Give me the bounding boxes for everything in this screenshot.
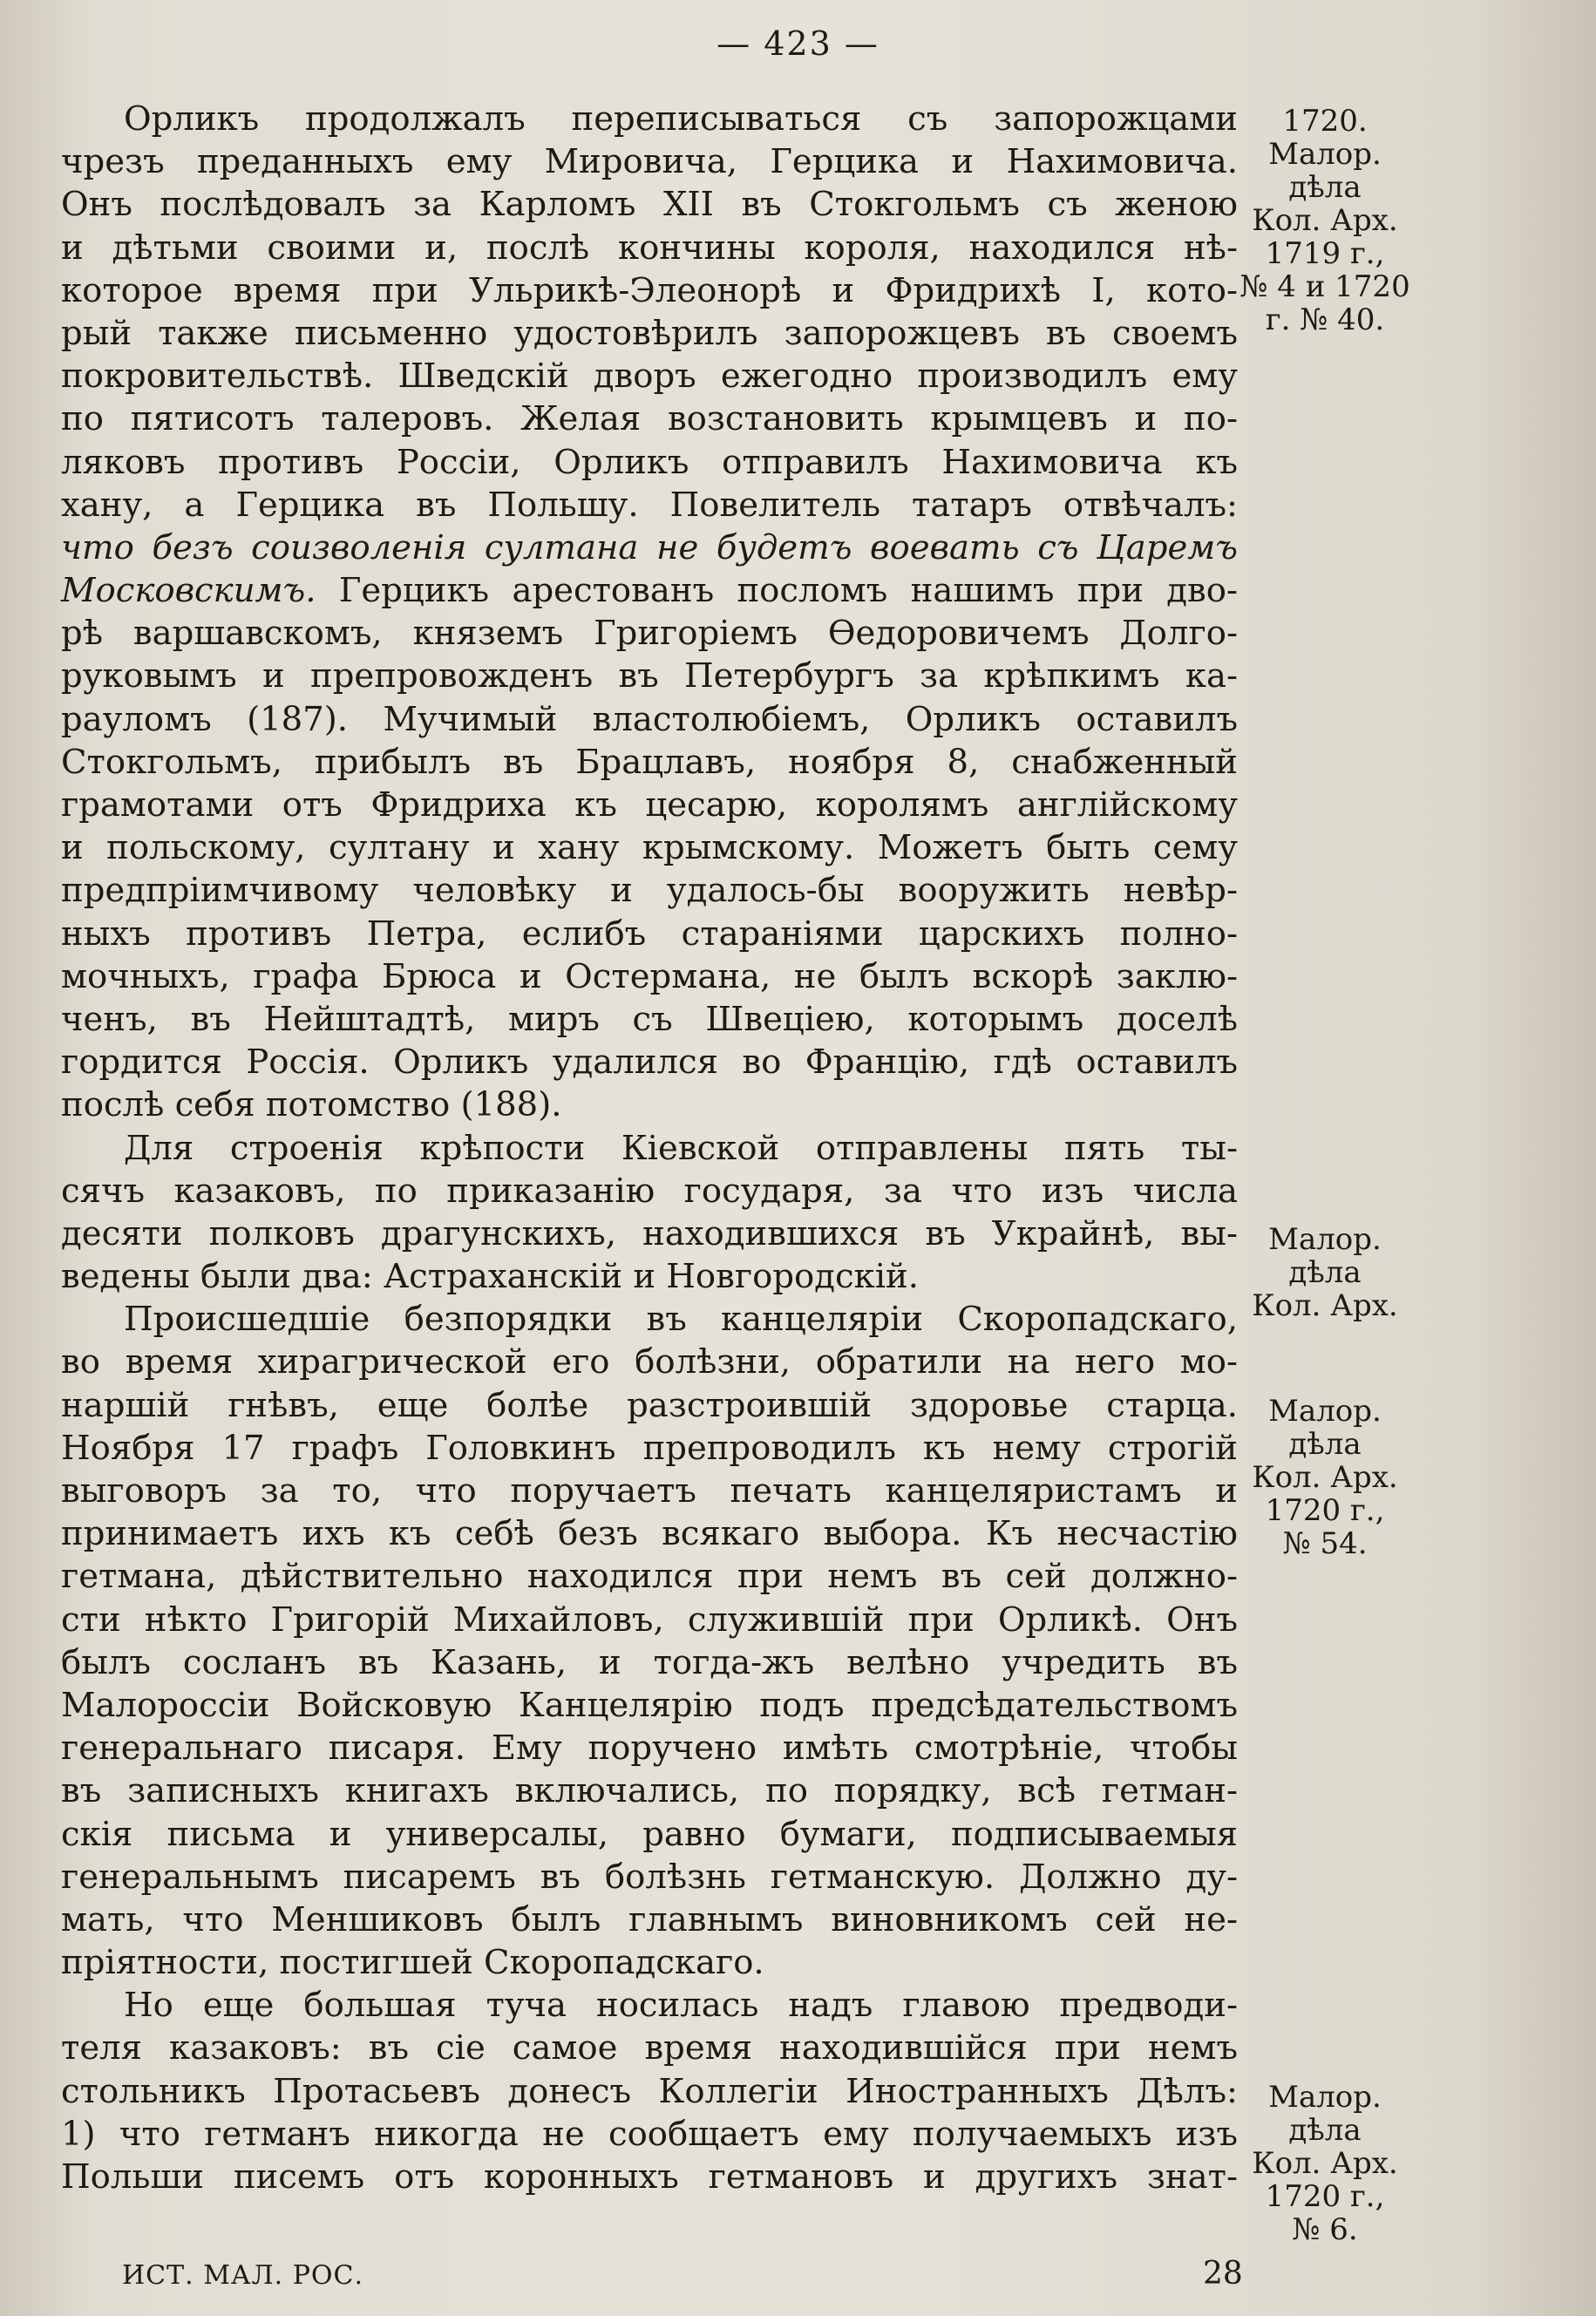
text-line: рауломъ (187). Мучимый властолюбіемъ, Орликъ оставилъ xyxy=(61,699,1238,739)
paragraph xyxy=(61,1984,1238,2198)
paragraph xyxy=(61,98,1238,1127)
text-line: и польскому, султану и хану крымскому. Можетъ быть сему xyxy=(61,828,1238,868)
main-text-column xyxy=(61,98,1238,2198)
text-line: Онъ послѣдовалъ за Карломъ XII въ Стокгольмъ съ женою xyxy=(61,185,1238,225)
text-line: генеральнаго писаря. Ему поручено имѣть смотрѣніе, чтобы xyxy=(61,1729,1238,1769)
text-line: Происшедшіе безпорядки въ канцеляріи Скоропадскаго, xyxy=(124,1300,1238,1340)
margin-note xyxy=(1225,2081,1425,2246)
margin-note-line: Малор. xyxy=(1268,137,1382,172)
text-line: ведены были два: Астраханскій и Новгородскій. xyxy=(61,1257,920,1297)
text-line: скія письма и универсалы, равно бумаги, подписываемыя xyxy=(61,1814,1238,1854)
text-line: мочныхъ, графа Брюса и Остермана, не былъ вскорѣ заклю- xyxy=(61,956,1238,996)
text-fragment: Герцикъ арестованъ посломъ нашимъ при дво- xyxy=(316,571,1238,611)
text-line: Для строенія крѣпости Кіевской отправлены пять ты- xyxy=(124,1128,1238,1168)
text-line: Но еще большая туча носилась надъ главою предводи- xyxy=(124,1986,1238,2026)
margin-note-line: дѣла xyxy=(1288,1255,1362,1291)
text-line: 1) что гетманъ никогда не сообщаетъ ему получаемыхъ изъ xyxy=(61,2114,1238,2154)
paragraph xyxy=(61,1127,1238,1299)
text-line: хану, а Герцика въ Польшу. Повелитель татаръ отвѣчалъ: xyxy=(61,485,1238,525)
margin-note-line: № 6. xyxy=(1292,2212,1358,2248)
text-line: пріятности, постигшей Скоропадскаго. xyxy=(61,1943,764,1983)
text-line: Ноября 17 графъ Головкинъ препроводилъ къ нему строгій xyxy=(61,1428,1238,1468)
text-line: грамотами отъ Фридриха къ цесарю, королямъ англійскому xyxy=(61,785,1238,825)
margin-note-line: г. № 40. xyxy=(1265,302,1385,337)
margin-note xyxy=(1225,1223,1425,1322)
text-line: Орликъ продолжалъ переписываться съ запорожцами xyxy=(124,99,1238,139)
margin-note-line: дѣла xyxy=(1288,1427,1362,1462)
text-line: чрезъ преданныхъ ему Мировича, Герцика и Нахимовича. xyxy=(61,142,1238,182)
text-line: ныхъ противъ Петра, еслибъ стараніями царскихъ полно- xyxy=(61,913,1238,954)
margin-note-line: Кол. Арх. xyxy=(1252,1288,1398,1324)
text-line: которое время при Ульрикѣ-Элеонорѣ и Фридрихѣ I, кото- xyxy=(61,270,1238,310)
page-number: — 423 — xyxy=(717,24,879,63)
text-line: Малороссіи Войсковую Канцелярію подъ предсѣдательствомъ xyxy=(61,1685,1238,1725)
margin-note-line: Кол. Арх. xyxy=(1252,2146,1398,2182)
margin-note-line: 1719 г., xyxy=(1265,236,1385,271)
margin-note-line: № 54. xyxy=(1282,1526,1368,1561)
margin-note xyxy=(1225,1395,1425,1560)
text-line: что безъ соизволенія султана не будетъ воевать съ Царемъ xyxy=(61,527,1238,567)
text-line: былъ сосланъ въ Казань, и тогда-жъ велѣно учредить въ xyxy=(61,1642,1238,1682)
text-line: наршій гнѣвъ, еще болѣе разстроившій здоровье старца. xyxy=(61,1385,1238,1425)
margin-note-line: Кол. Арх. xyxy=(1252,203,1398,238)
text-line: ченъ, въ Нейштадтѣ, миръ съ Швеціею, которымъ доселѣ xyxy=(61,999,1238,1039)
text-line: руковымъ и препровожденъ въ Петербургъ за крѣпкимъ ка- xyxy=(61,656,1238,696)
text-line: ляковъ противъ Россіи, Орликъ отправилъ Нахимовича къ xyxy=(61,442,1238,482)
text-line: въ записныхъ книгахъ включались, по порядку, всѣ гетман- xyxy=(61,1771,1238,1811)
margin-note-line: дѣла xyxy=(1288,2113,1362,2149)
margin-note-line: № 4 и 1720 xyxy=(1239,269,1410,304)
text-line: выговоръ за то, что поручаетъ печать канцеляристамъ и xyxy=(61,1471,1238,1511)
paragraph xyxy=(61,1298,1238,1984)
footer-sheet-number: 28 xyxy=(1203,2256,1243,2292)
text-line: генеральнымъ писаремъ въ болѣзнь гетманскую. Должно ду- xyxy=(61,1857,1238,1897)
text-line: рый также письменно удостовѣрилъ запорожцевъ въ своемъ xyxy=(61,313,1238,353)
text-line: послѣ себя потомство (188). xyxy=(61,1085,562,1125)
text-line: стольникъ Протасьевъ донесъ Коллегіи Иностранныхъ Дѣлъ: xyxy=(61,2071,1238,2111)
text-line: принимаетъ ихъ къ себѣ безъ всякаго выбора. Къ несчастію xyxy=(61,1514,1238,1554)
margin-note xyxy=(1225,105,1425,336)
text-line: рѣ варшавскомъ, княземъ Григоріемъ Өедоровичемъ Долго- xyxy=(61,614,1238,654)
text-line: и дѣтьми своими и, послѣ кончины короля, находился нѣ- xyxy=(61,228,1238,268)
text-line: во время хирагрической его болѣзни, обратили на него мо- xyxy=(61,1342,1238,1382)
text-line: гетмана, дѣйствительно находился при немъ въ сей должно- xyxy=(61,1557,1238,1597)
text-line: предпріимчивому человѣку и удалось-бы вооружить невѣр- xyxy=(61,871,1238,911)
footer-signature: ИСТ. МАЛ. РОС. xyxy=(122,2260,364,2291)
text-line: по пятисотъ талеровъ. Желая возстановить крымцевъ и по- xyxy=(61,399,1238,439)
margin-note-line: Малор. xyxy=(1268,1394,1382,1429)
text-line: гордится Россія. Орликъ удалился во Францію, гдѣ оставилъ xyxy=(61,1043,1238,1083)
text-line: Стокгольмъ, прибылъ въ Брацлавъ, ноября 8, снабженный xyxy=(61,742,1238,782)
text-line: сти нѣкто Григорій Михайловъ, служившій при Орликѣ. Онъ xyxy=(61,1599,1238,1640)
margin-note-line: дѣла xyxy=(1288,170,1362,205)
text-line: мать, что Меншиковъ былъ главнымъ виновникомъ сей не- xyxy=(61,1899,1238,1939)
margin-note-line: 1720. xyxy=(1282,104,1368,139)
margin-note-line: 1720 г., xyxy=(1265,2179,1385,2215)
text-line: теля казаковъ: въ сіе самое время находившійся при немъ xyxy=(61,2028,1238,2068)
text-line: сячъ казаковъ, по приказанію государя, за что изъ числа xyxy=(61,1171,1238,1211)
margin-note-line: Кол. Арх. xyxy=(1252,1460,1398,1495)
text-line: Польши писемъ отъ коронныхъ гетмановъ и другихъ знат- xyxy=(61,2157,1238,2197)
margin-note-line: Малор. xyxy=(1268,2080,1382,2116)
italic-fragment: Московскимъ. xyxy=(61,571,316,611)
text-line xyxy=(61,569,1238,612)
margin-note-line: Малор. xyxy=(1268,1222,1382,1258)
text-line: покровительствѣ. Шведскій дворъ ежегодно производилъ ему xyxy=(61,357,1238,397)
text-line: десяти полковъ драгунскихъ, находившихся въ Украйнѣ, вы- xyxy=(61,1213,1238,1253)
margin-note-line: 1720 г., xyxy=(1265,1493,1385,1528)
